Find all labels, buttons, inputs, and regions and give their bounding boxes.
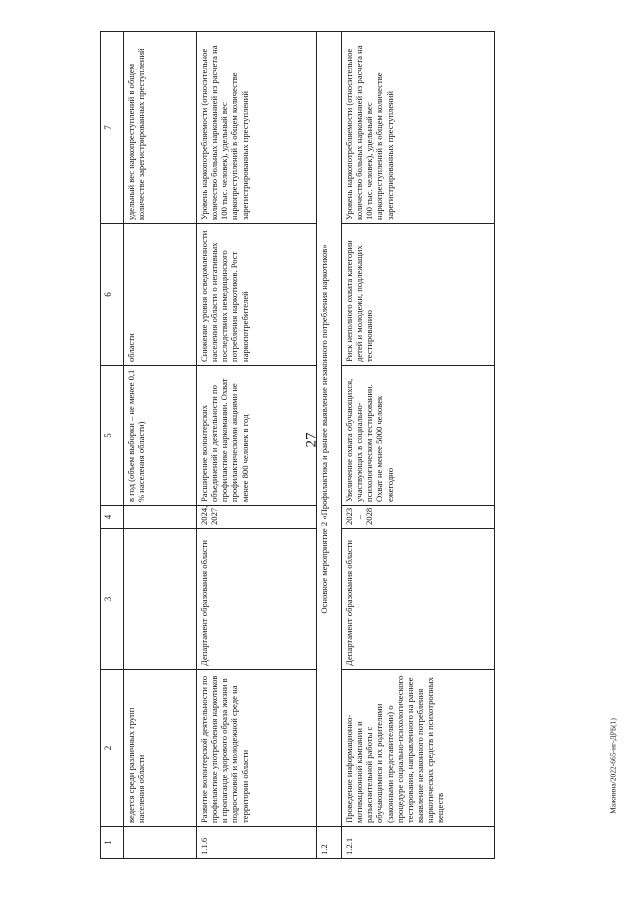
period-cell	[124, 505, 196, 528]
header-col-5: 5	[101, 365, 123, 505]
header-col-4: 4	[101, 505, 123, 528]
table-row	[124, 32, 197, 858]
section-title: Основное мероприятие 2 «Профилактика и раннее выявление незаконного потребления наркотиков»	[319, 244, 329, 614]
indicator-cell: Уровень наркопотребляемости (относительное количество больных наркоманией из расчета на 100 тыс. человек), удельный вес наркопреступлений в общем количестве зарегистрированных преступлений	[199, 45, 250, 220]
executor-cell: Департамент образования области	[342, 528, 494, 669]
period-cell: 2023 – 2028	[342, 505, 494, 528]
executor-cell: Департамент образования области	[197, 528, 316, 669]
row-number-cell: 1.1.6	[197, 826, 316, 858]
page-number: 27	[303, 432, 320, 448]
indicator-cell: удельный вес наркопреступлений в общем количестве зарегистрированных преступлений	[126, 48, 147, 220]
row-number-cell	[124, 826, 196, 858]
document-footer: Мажнина/2022-665-нг-ДРБ(1)	[608, 718, 618, 814]
header-col-3: 3	[101, 528, 123, 669]
activity-cell: Развитие волонтерской деятельности по профилактике употребления наркотиков и пропаганде здорового образа жизни в подростковой и молодежной среде на территории области	[197, 669, 316, 826]
header-col-2: 2	[101, 669, 123, 826]
activity-cell: ведется среди различных групп населения области	[124, 669, 196, 826]
row-number-cell: 1.2	[317, 826, 341, 858]
risk-cell: области	[124, 223, 196, 365]
period-cell: 2024, 2027	[197, 505, 316, 528]
table-header-row	[101, 32, 124, 858]
risk-cell: Риск неполного охвата категории детей и молодежи, подлежащих тестированию	[342, 223, 494, 365]
expected-result-cell: Увеличение охвата обучающихся, участвующих в социально-психологическом тестировании. Охват не менее 5000 человек ежегодно	[342, 365, 494, 505]
table-container	[100, 31, 495, 859]
table-row	[197, 32, 317, 858]
indicator-cell: Уровень наркопотребляемости (относительное количество больных наркоманией из расчета на 100 тыс. человек), удельный вес наркопреступлений в общем количестве зарегистрированных преступлений	[344, 45, 395, 220]
expected-result-cell: в год (объем выборки – не менее 0,1 % населения области)	[124, 365, 196, 505]
header-col-6: 6	[101, 223, 123, 365]
row-number-cell: 1.2.1	[342, 826, 494, 858]
risk-cell: Снижение уровня осведомленности населения области о негативных последствиях немедицинского потребления наркотиков. Рост наркопотребителей	[197, 223, 316, 365]
executor-cell	[124, 528, 196, 669]
section-header-row	[317, 32, 342, 858]
header-col-1: 1	[101, 826, 123, 858]
expected-result-cell: Расширение волонтерских объединений и деятельности по профилактике наркомании. Охват профилактическими акциями не менее 800 человек в год	[197, 365, 316, 505]
activity-cell: Проведение информационно-мотивационной кампании и разъяснительной работы с обучающимися и их родителями (законными представителями) о процедуре социально-психологического тестирования, направленного на раннее выявление незаконного потребления наркотических средств и психотропных веществ	[342, 669, 494, 826]
table-row	[342, 32, 494, 858]
program-table	[100, 31, 495, 859]
header-col-7: 7	[103, 125, 113, 130]
